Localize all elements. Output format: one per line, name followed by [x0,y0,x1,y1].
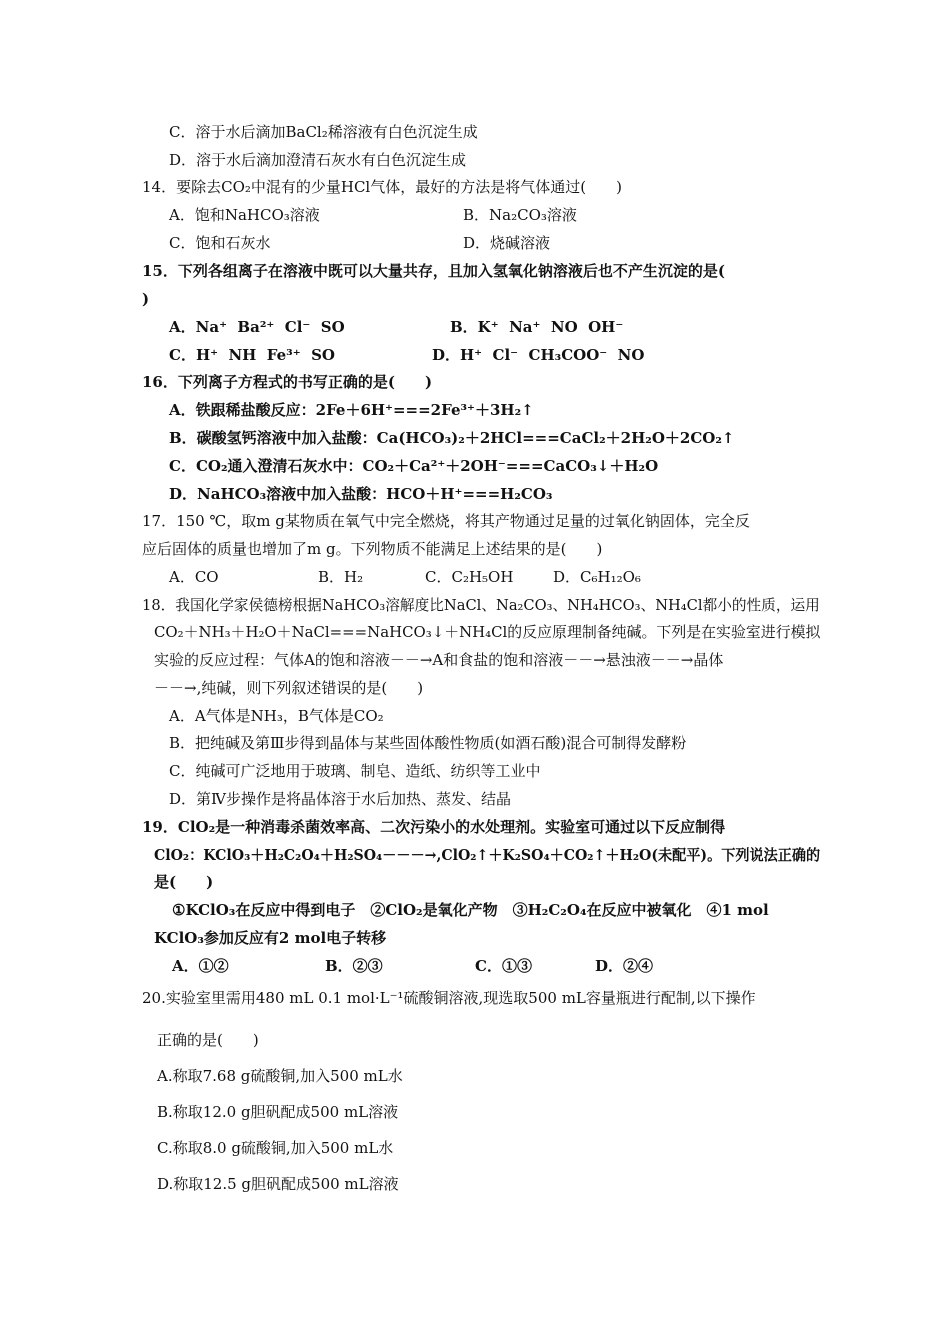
q13-option-c: C．溶于水后滴加BaCl₂稀溶液有白色沉淀生成 [169,123,478,141]
q17-option-b: B．H₂ [318,568,364,586]
q16-stem: 16．下列离子方程式的书写正确的是( ) [142,373,433,391]
q19-stem-3: 是( ) [154,873,214,891]
q15-option-d: D．H⁺ Cl⁻ CH₃COO⁻ NO [432,346,645,364]
q18-option-b: B．把纯碱及第Ⅲ步得到晶体与某些固体酸性物质(如酒石酸)混合可制得发酵粉 [169,734,687,752]
q15-option-b: B．K⁺ Na⁺ NO OH⁻ [450,318,624,336]
q18-option-a: A．A气体是NH₃，B气体是CO₂ [169,707,384,725]
q14-option-a: A．饱和NaHCO₃溶液 [169,206,320,224]
q17-stem: 17．150 ℃，取m g某物质在氧气中完全燃烧，将其产物通过足量的过氧化钠固体，完全反 [142,512,750,530]
q15-option-c: C．H⁺ NH Fe³⁺ SO [169,346,336,364]
q16-option-b: B．碳酸氢钙溶液中加入盐酸：Ca(HCO₃)₂＋2HCl===CaCl₂＋2H₂O＋2CO₂↑ [169,429,735,447]
q19-option-c: C．①③ [475,957,532,975]
q20-stem-2: 正确的是( ) [157,1031,259,1049]
q16-option-d: D．NaHCO₃溶液中加入盐酸：HCO＋H⁺===H₂CO₃ [169,485,553,503]
q18-stem-3: 实验的反应过程：气体A的饱和溶液－－→A和食盐的饱和溶液－－→悬浊液－－→晶体 [154,651,724,669]
q15-stem: 15．下列各组离子在溶液中既可以大量共存，且加入氢氧化钠溶液后也不产生沉淀的是( [142,262,725,280]
q19-stem-2: ClO₂：KClO₃＋H₂C₂O₄＋H₂SO₄－－－→,ClO₂↑＋K₂SO₄＋CO₂↑＋H₂O(未配平)。下列说法正确的 [154,846,821,864]
q15-option-a: A．Na⁺ Ba²⁺ Cl⁻ SO [169,318,345,336]
q13-option-d: D．溶于水后滴加澄清石灰水有白色沉淀生成 [169,151,467,169]
q17-option-c: C．C₂H₅OH [425,568,514,586]
q14-option-c: C．饱和石灰水 [169,234,271,252]
q14-option-b: B．Na₂CO₃溶液 [463,206,577,224]
q19-option-a: A．①② [172,957,229,975]
q18-stem-4: －－→,纯碱，则下列叙述错误的是( ) [154,679,424,697]
q17-stem-2: 应后固体的质量也增加了m g。下列物质不能满足上述结果的是( ) [142,540,603,558]
q18-option-d: D．第Ⅳ步操作是将晶体溶于水后加热、蒸发、结晶 [169,790,512,808]
q16-option-c: C．CO₂通入澄清石灰水中：CO₂＋Ca²⁺＋2OH⁻===CaCO₃↓＋H₂O [169,457,659,475]
q20-option-c: C.称取8.0 g硫酸铜,加入500 mL水 [157,1139,394,1157]
q15-stem-end: ) [142,290,150,308]
q19-statements-2: KClO₃参加反应有2 mol电子转移 [154,929,387,947]
q19-option-b: B．②③ [325,957,383,975]
q14-stem: 14．要除去CO₂中混有的少量HCl气体，最好的方法是将气体通过( ) [142,178,622,196]
q19-option-d: D．②④ [595,957,654,975]
q18-stem-2: CO₂＋NH₃＋H₂O＋NaCl===NaHCO₃↓＋NH₄Cl的反应原理制备纯碱。下列是在实验室进行模拟 [154,623,821,641]
q17-option-d: D．C₆H₁₂O₆ [553,568,641,586]
q20-option-d: D.称取12.5 g胆矾配成500 mL溶液 [157,1175,399,1193]
q18-stem: 18．我国化学家侯德榜根据NaHCO₃溶解度比NaCl、Na₂CO₃、NH₄HCO₃、NH₄Cl都小的性质，运用 [142,596,820,614]
q19-statements: ①KClO₃在反应中得到电子 ②ClO₂是氧化产物 ③H₂C₂O₄在反应中被氧化 ④1 mol [172,901,769,919]
q17-option-a: A．CO [169,568,219,586]
q20-stem: 20.实验室里需用480 mL 0.1 mol·L⁻¹硫酸铜溶液,现选取500 mL容量瓶进行配制,以下操作 [142,989,756,1007]
q18-option-c: C．纯碱可广泛地用于玻璃、制皂、造纸、纺织等工业中 [169,762,541,780]
q20-option-b: B.称取12.0 g胆矾配成500 mL溶液 [157,1103,399,1121]
q14-option-d: D．烧碱溶液 [463,234,551,252]
q16-option-a: A．铁跟稀盐酸反应：2Fe＋6H⁺===2Fe³⁺＋3H₂↑ [169,401,534,419]
q19-stem: 19．ClO₂是一种消毒杀菌效率高、二次污染小的水处理剂。实验室可通过以下反应制得 [142,818,726,836]
q20-option-a: A.称取7.68 g硫酸铜,加入500 mL水 [157,1067,403,1085]
